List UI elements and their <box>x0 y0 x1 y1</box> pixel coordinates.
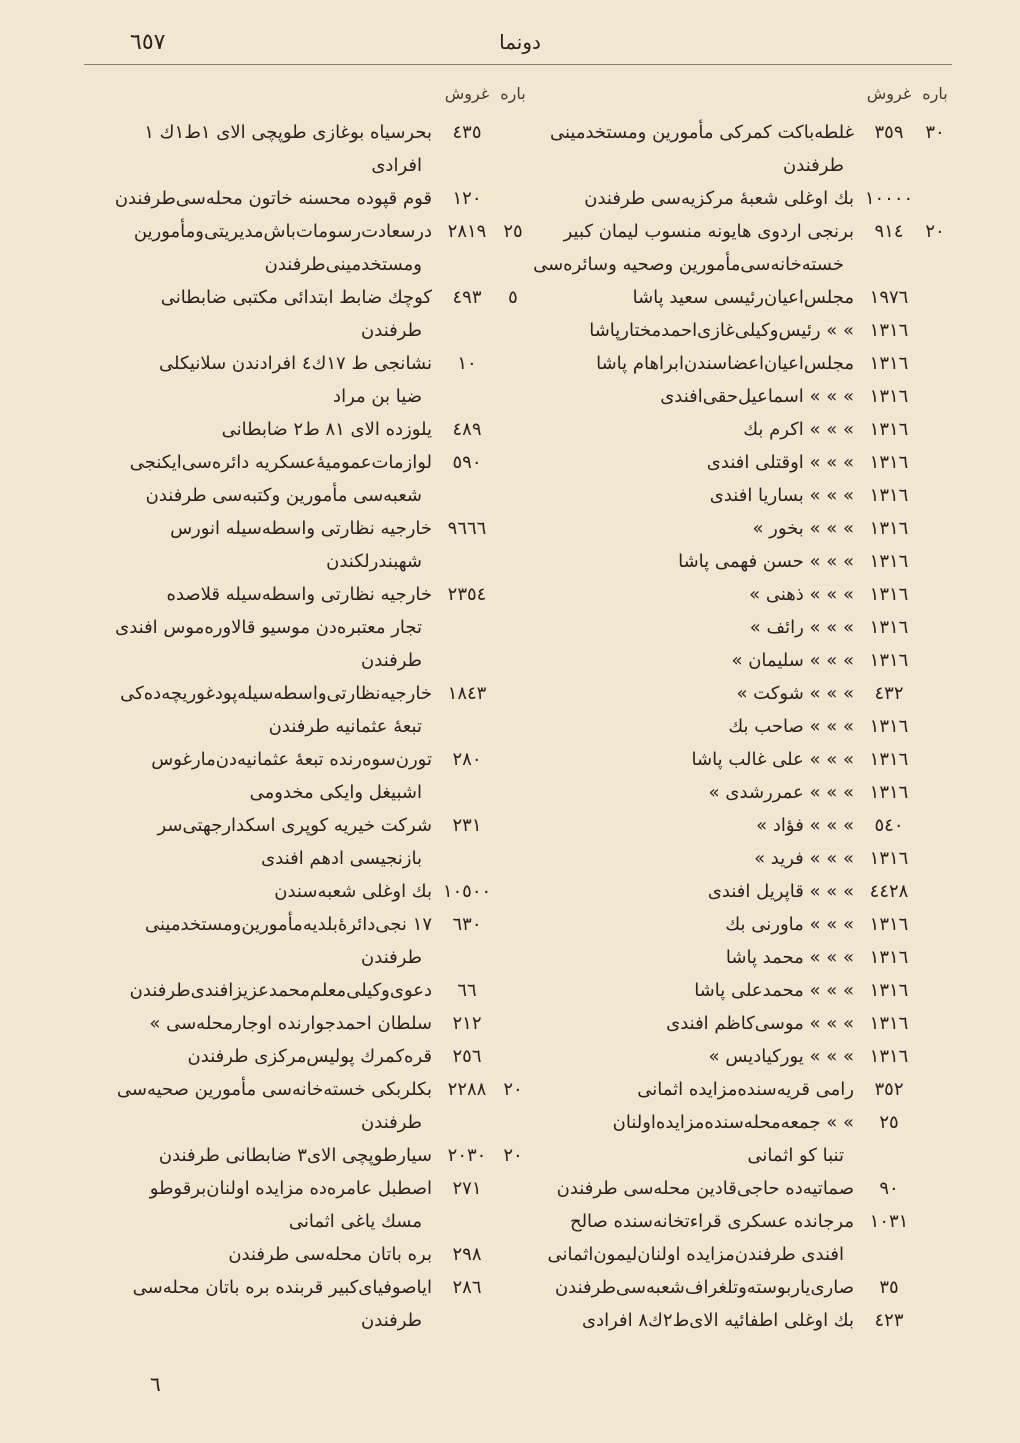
donor-line: » » » اکرم بك <box>743 419 854 440</box>
donor-continuation: طرفندن <box>361 947 422 968</box>
grush-amount: ١٣١٦ <box>869 716 909 737</box>
list-item <box>100 875 530 908</box>
donor-continuation: طرفندن <box>361 320 422 341</box>
list-item <box>100 1172 530 1238</box>
list-item <box>100 512 530 578</box>
donor-line: » » » یورکیادیس » <box>708 1046 854 1067</box>
list-item <box>100 809 530 875</box>
donor-line: » » » سلیمان » <box>731 650 854 671</box>
donor-continuation: افندی طرفندن‌مزایده اولنان‌لیمون‌اثمانی <box>547 1244 844 1265</box>
donor-text <box>522 347 860 380</box>
grush-amount: ١٣١٦ <box>869 848 909 869</box>
donor-line: غلطه‌با‌کت کمرکی مأمورین ومستخدمینی <box>549 122 854 143</box>
donor-line: صاری‌یاربوسته‌وتلغراف‌شعبه‌سی‌طرفندن <box>554 1277 854 1298</box>
donor-continuation: بازنجیسی ادهم افندی <box>261 848 422 869</box>
donor-text <box>100 578 438 677</box>
grush-amount: ٥٩٠ <box>452 452 482 473</box>
grush-amount: ١٣١٦ <box>869 947 909 968</box>
donor-continuation: ومستخدمینی‌طرفندن <box>264 254 422 275</box>
donor-text <box>522 908 860 941</box>
grush-amount: ٣٥٩ <box>874 122 904 143</box>
para-amount: ٢٠ <box>503 1145 523 1166</box>
donor-text <box>522 512 860 545</box>
list-item <box>522 116 952 182</box>
para-amount: ٥ <box>508 287 518 308</box>
donor-line: دعوی‌وکیلی‌معلم‌محمدعزیزافندی‌طرفندن <box>129 980 432 1001</box>
list-item <box>100 1271 530 1337</box>
donor-text <box>522 116 860 182</box>
donor-text <box>522 677 860 710</box>
donor-text <box>522 380 860 413</box>
grush-amount: ١٣١٦ <box>869 551 909 572</box>
grush-amount: ١٣١٦ <box>869 518 909 539</box>
donor-continuation: تنبا کو اثمانی <box>747 1145 844 1166</box>
grush-amount: ٢٩٨ <box>452 1244 482 1265</box>
donor-text <box>100 215 438 281</box>
grush-amount: ١٣١٦ <box>869 584 909 605</box>
donor-line: کوچك ضابط ابتدائی مکتبی ضابطانی <box>160 287 432 308</box>
list-item <box>100 578 530 677</box>
donor-text <box>100 347 438 413</box>
grush-amount: ٤٨٩ <box>452 419 482 440</box>
donor-line: » » » اوقتلی افندی <box>706 452 854 473</box>
donor-line: بك اوغلی شعبهٔ مرکزیه‌سی طرفندن <box>584 188 854 209</box>
list-item <box>522 1172 952 1205</box>
donor-line: » » » قاپریل افندی <box>707 881 854 902</box>
list-item <box>522 1271 952 1304</box>
donor-text <box>522 545 860 578</box>
para-header: باره <box>500 84 526 103</box>
grush-amount: ١٩٧٦ <box>869 287 909 308</box>
grush-amount: ٢٢٨٨ <box>447 1079 487 1100</box>
donor-line: بك اوغلی اطفائیه الای‌ط٢ك٨ افرادی <box>582 1310 854 1331</box>
grush-amount: ٤٢٣ <box>874 1310 904 1331</box>
donor-text <box>522 776 860 809</box>
grush-amount: ١٣١٦ <box>869 980 909 1001</box>
list-item <box>522 875 952 908</box>
grush-amount: ١٣١٦ <box>869 353 909 374</box>
donor-text <box>522 215 860 281</box>
donor-text <box>522 578 860 611</box>
grush-amount: ٢٣١ <box>452 815 482 836</box>
grush-amount: ٣٥٢ <box>874 1079 904 1100</box>
list-item <box>522 743 952 776</box>
donor-line: مجلس‌اعیان‌رئیسی سعید پاشا <box>632 287 854 308</box>
grush-amount: ٦٣٠ <box>452 914 482 935</box>
donor-line: اصطبل عامره‌ده مزایده اولنان‌برقوطو <box>149 1178 432 1199</box>
donor-line: نشانجی ط ١٧ك٤ افرادندن سلانیکلی <box>159 353 432 374</box>
donor-continuation: شهبندرلکندن <box>326 551 422 572</box>
donor-continuation: تجار معتبره‌دن موسیو قالاوره‌موس افندی طرفندن <box>115 617 422 671</box>
para-amount: ٢٠ <box>503 1079 523 1100</box>
donor-line: قوم قپوده محسنه خاتون محله‌سی‌طرفندن <box>114 188 432 209</box>
donor-text <box>100 1271 438 1337</box>
grush-amount: ١٠٠٠٠ <box>864 188 914 209</box>
grush-header: غروش <box>866 84 912 103</box>
donor-text <box>522 413 860 446</box>
donor-text <box>522 842 860 875</box>
list-item <box>100 281 530 347</box>
donor-line: » » » محمدعلی پاشا <box>694 980 854 1001</box>
list-item <box>100 347 530 413</box>
list-item <box>522 1007 952 1040</box>
grush-amount: ١٣١٦ <box>869 386 909 407</box>
donor-text <box>522 182 860 215</box>
donor-line: » » جمعه‌محله‌سنده‌مزایده‌اولنان <box>612 1112 854 1133</box>
donor-text <box>100 182 438 215</box>
list-item <box>100 743 530 809</box>
grush-amount: ٦٦ <box>457 980 477 1001</box>
donor-text <box>100 116 438 182</box>
list-item <box>522 776 952 809</box>
para-amount: ٢٠ <box>925 221 945 242</box>
column-header <box>100 84 530 110</box>
donor-line: ١٧ نجی‌دائرهٔ‌بلدیه‌مأمورین‌ومستخدمینی <box>144 914 432 935</box>
list-item <box>522 413 952 446</box>
donor-line: لوازمات‌عمومیهٔ‌عسکریه دائره‌سی‌ایکنجی <box>129 452 432 473</box>
donor-line: بك اوغلی شعبه‌سندن <box>274 881 432 902</box>
grush-amount: ١٣١٦ <box>869 452 909 473</box>
para-amount: ٣٠ <box>925 122 945 143</box>
grush-amount: ٩١٤ <box>874 221 904 242</box>
donor-text <box>522 1271 860 1304</box>
list-item <box>522 710 952 743</box>
list-item <box>100 1007 530 1040</box>
donor-continuation: طرفندن <box>783 155 844 176</box>
donor-text <box>522 1073 860 1106</box>
grush-amount: ١٣١٦ <box>869 1046 909 1067</box>
donor-line: » » رئیس‌وکیلی‌غازی‌احمدمختارپاشا <box>589 320 854 341</box>
donor-text <box>100 743 438 809</box>
grush-amount: ٢٨١٩ <box>447 221 487 242</box>
donor-line: بکلربکی خسته‌خانه‌سی مأمورین صحیه‌سی <box>116 1079 432 1100</box>
list-item <box>100 215 530 281</box>
donor-continuation: افرادی <box>371 155 422 176</box>
donor-line: خارجیه نظارتی واسطه‌سیله انورس <box>170 518 432 539</box>
donor-text <box>522 941 860 974</box>
donor-text <box>100 512 438 578</box>
donor-text <box>522 1106 860 1172</box>
list-item <box>522 512 952 545</box>
donor-line: » » » بساریا افندی <box>709 485 854 506</box>
donor-line: » » » اسماعیل‌حقی‌افندی <box>660 386 854 407</box>
donor-line: درسعادت‌رسومات‌باش‌مدیریتی‌ومأمورین <box>133 221 432 242</box>
grush-amount: ١٣١٦ <box>869 617 909 638</box>
list-item <box>522 281 952 314</box>
list-item <box>100 1238 530 1271</box>
list-item <box>522 1106 952 1172</box>
list-item <box>522 314 952 347</box>
list-item <box>100 974 530 1007</box>
list-item <box>522 974 952 1007</box>
list-item <box>100 1139 530 1172</box>
list-item <box>522 446 952 479</box>
grush-amount: ١٣١٦ <box>869 650 909 671</box>
grush-amount: ١٠ <box>457 353 477 374</box>
grush-amount: ١٣١٦ <box>869 419 909 440</box>
donor-line: » » » ماورنی بك <box>725 914 854 935</box>
donor-text <box>522 1304 860 1337</box>
donor-line: » » » محمد پاشا <box>725 947 854 968</box>
donor-continuation: خسته‌خانه‌سی‌مأمورین وصحیه وسائره‌سی <box>533 254 844 275</box>
donor-line: » » » ذهنی » <box>749 584 854 605</box>
donor-line: » » » رائف » <box>749 617 854 638</box>
list-item <box>522 644 952 677</box>
grush-amount: ٢٣٥٤ <box>447 584 487 605</box>
donor-line: سیارطوپچی الای٣ ضابطانی طرفندن <box>158 1145 432 1166</box>
grush-amount: ١٣١٦ <box>869 485 909 506</box>
grush-amount: ٢٧١ <box>452 1178 482 1199</box>
signature-mark: ٦ <box>150 1372 161 1396</box>
list-item <box>522 1304 952 1337</box>
donor-text <box>522 479 860 512</box>
donor-line: » » » شوکت » <box>736 683 854 704</box>
donor-line: بحرسیاه بوغازی طوپچی الای ١ط١ك ١ <box>144 122 432 143</box>
donor-continuation: تبعهٔ عثمانیه طرفندن <box>268 716 422 737</box>
donor-text <box>100 1007 438 1040</box>
left-column <box>100 84 530 1337</box>
grush-amount: ٤٤٢٨ <box>869 881 909 902</box>
donor-continuation: شعبه‌سی مأمورین وکتبه‌سی طرفندن <box>145 485 422 506</box>
donor-text <box>522 1040 860 1073</box>
para-header: باره <box>922 84 948 103</box>
donor-text <box>522 1205 860 1271</box>
grush-amount: ٤٣٢ <box>874 683 904 704</box>
grush-amount: ٢٥ <box>879 1112 899 1133</box>
grush-amount: ٢١٢ <box>452 1013 482 1034</box>
grush-amount: ٥٤٠ <box>874 815 904 836</box>
list-item <box>100 677 530 743</box>
donor-text <box>100 809 438 875</box>
list-item <box>522 380 952 413</box>
donor-continuation: ضیا بن مراد <box>333 386 422 407</box>
list-item <box>522 1073 952 1106</box>
donor-text <box>100 974 438 1007</box>
donor-text <box>522 446 860 479</box>
donor-line: شرکت خیریه کوپری اسکدارجهتی‌سر <box>157 815 432 836</box>
grush-amount: ١٠٣١ <box>869 1211 909 1232</box>
grush-amount: ١٨٤٣ <box>447 683 487 704</box>
list-item <box>522 1040 952 1073</box>
para-amount: ٢٥ <box>503 221 523 242</box>
donor-line: خارجیه نظارتی واسطه‌سیله قلاصده <box>166 584 432 605</box>
grush-amount: ١٠٥٠٠ <box>442 881 492 902</box>
donor-text <box>522 743 860 776</box>
list-item <box>100 446 530 512</box>
donor-line: » » » موسی‌کاظم افندی <box>666 1013 854 1034</box>
donor-text <box>100 1073 438 1139</box>
donor-line: » » » علی غالب پاشا <box>691 749 854 770</box>
donor-text <box>100 281 438 347</box>
list-item <box>100 413 530 446</box>
donor-text <box>100 413 438 446</box>
donor-text <box>100 446 438 512</box>
running-title: دونما <box>499 30 541 54</box>
list-item <box>522 677 952 710</box>
grush-amount: ٩٠ <box>879 1178 899 1199</box>
donor-text <box>522 611 860 644</box>
donor-line: سلطان احمدجوارنده اوجارمحله‌سی » <box>149 1013 432 1034</box>
grush-amount: ٣٥ <box>879 1277 899 1298</box>
donor-text <box>522 974 860 1007</box>
donor-text <box>100 677 438 743</box>
grush-amount: ١٢٠ <box>452 188 482 209</box>
donor-line: مرجانده عسکری قراءتخانه‌سنده صالح <box>569 1211 854 1232</box>
donor-text <box>522 1172 860 1205</box>
donor-line: یلوزده الای ٨١ ط٢ ضابطانی <box>221 419 432 440</box>
right-column <box>522 84 952 1337</box>
grush-amount: ٢٥٦ <box>452 1046 482 1067</box>
donor-line: » » » بخور » <box>752 518 854 539</box>
grush-amount: ١٣١٦ <box>869 914 909 935</box>
donor-line: » » » حسن فهمی پاشا <box>678 551 854 572</box>
donor-text <box>522 281 860 314</box>
grush-amount: ٢٨٠ <box>452 749 482 770</box>
column-header <box>522 84 952 110</box>
grush-amount: ٢٨٦ <box>452 1277 482 1298</box>
page-number: ٦٥٧ <box>130 30 166 55</box>
donor-continuation: طرفندن <box>361 1112 422 1133</box>
list-item <box>522 842 952 875</box>
grush-amount: ١٣١٦ <box>869 1013 909 1034</box>
list-item <box>522 215 952 281</box>
donor-text <box>100 908 438 974</box>
list-item <box>100 1040 530 1073</box>
grush-header: غروش <box>444 84 490 103</box>
donor-line: صماتیه‌ده حاجی‌قادین محله‌سی طرفندن <box>556 1178 854 1199</box>
donor-text <box>522 875 860 908</box>
grush-amount: ١٣١٦ <box>869 782 909 803</box>
donor-line: ایاصوفیای‌کبیر قربنده بره باتان محله‌سی <box>132 1277 432 1298</box>
grush-amount: ٢٠٣٠ <box>447 1145 487 1166</box>
list-item <box>522 578 952 611</box>
donor-text <box>522 1007 860 1040</box>
grush-amount: ١٣١٦ <box>869 320 909 341</box>
grush-amount: ٩٦٦٦ <box>447 518 487 539</box>
grush-amount: ٤٣٥ <box>452 122 482 143</box>
list-item <box>522 611 952 644</box>
list-item <box>522 347 952 380</box>
list-item <box>100 908 530 974</box>
donor-text <box>522 809 860 842</box>
donor-text <box>100 1040 438 1073</box>
donor-text <box>522 314 860 347</box>
list-item <box>522 809 952 842</box>
grush-amount: ١٣١٦ <box>869 749 909 770</box>
donor-line: مجلس‌اعیان‌اعضاسندن‌ابراهام پاشا <box>596 353 854 374</box>
donor-line: تورن‌سوه‌رنده تبعهٔ عثمانیه‌دن‌مارغوس <box>151 749 432 770</box>
donor-text <box>100 875 438 908</box>
donor-continuation: مسك یاغی اثمانی <box>288 1211 422 1232</box>
donor-line: رامی قریه‌سنده‌مزایده اثمانی <box>637 1079 854 1100</box>
donor-text <box>100 1172 438 1238</box>
donor-line: » » » صاحب بك <box>728 716 854 737</box>
list-item <box>100 182 530 215</box>
donor-line: » » » فرید » <box>754 848 854 869</box>
list-item <box>522 479 952 512</box>
donor-text <box>100 1238 438 1271</box>
list-item <box>522 545 952 578</box>
donor-line: » » » فؤاد » <box>756 815 854 836</box>
donor-continuation: اشبیغل وایکی مخدومی <box>249 782 422 803</box>
donor-text <box>100 1139 438 1172</box>
list-item <box>522 182 952 215</box>
donor-line: » » » عمررشدی » <box>708 782 854 803</box>
donor-text <box>522 710 860 743</box>
donor-text <box>522 644 860 677</box>
list-item <box>100 116 530 182</box>
list-item <box>522 941 952 974</box>
grush-amount: ٤٩٣ <box>452 287 482 308</box>
header-rule <box>84 64 952 65</box>
donor-line: بره باتان محله‌سی طرفندن <box>228 1244 432 1265</box>
donor-continuation: طرفندن <box>361 1310 422 1331</box>
list-item <box>522 1205 952 1271</box>
donor-line: قره‌کمرك پولیس‌مرکزی طرفندن <box>187 1046 432 1067</box>
donor-line: خارجیه‌نظارتی‌واسطه‌سیله‌پودغوریچه‌ده‌کی <box>120 683 432 704</box>
list-item <box>100 1073 530 1139</box>
list-item <box>522 908 952 941</box>
donor-line: برنجی اردوی هایونه منسوب لیمان کبیر <box>563 221 854 242</box>
